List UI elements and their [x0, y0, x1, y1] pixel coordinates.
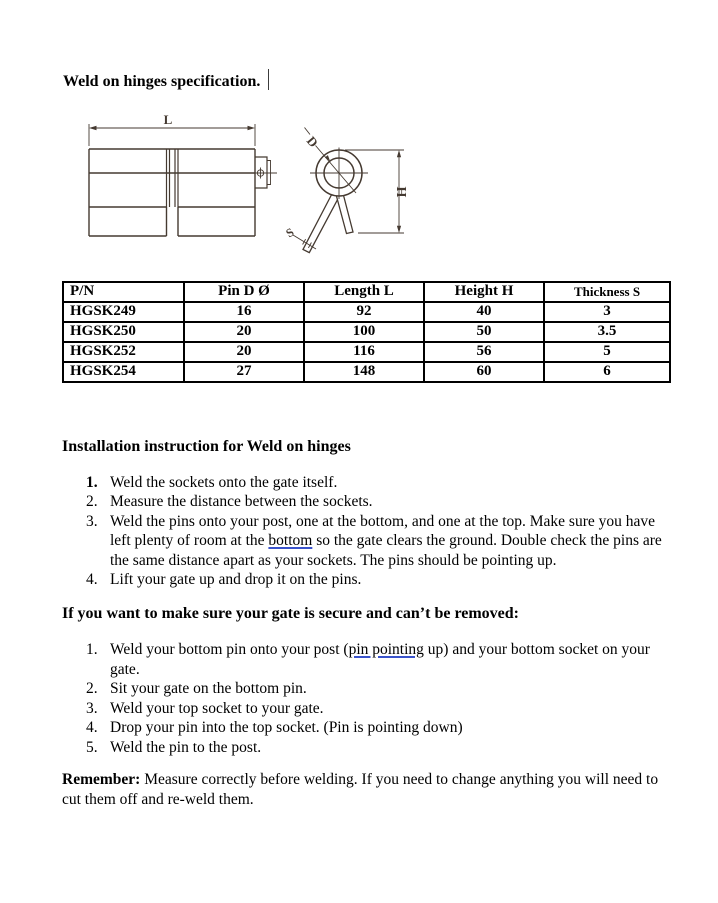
dim-label-L: L [163, 112, 173, 127]
list-marker: 1. [86, 641, 98, 658]
list-marker: 3. [86, 699, 98, 717]
spec-cell[interactable]: HGSK250 [63, 322, 184, 342]
step-text-post: up) and your bottom socket on your gate. [110, 641, 650, 678]
spec-cell[interactable]: 5 [544, 342, 670, 362]
list-item[interactable] [62, 492, 670, 512]
spec-cell[interactable]: 92 [304, 302, 424, 322]
spec-cell[interactable]: 3 [544, 302, 670, 322]
grammar-underlined-text: bottom [268, 532, 313, 549]
spec-cell[interactable]: 27 [184, 362, 304, 382]
list-item[interactable] [62, 679, 670, 699]
dim-label-H: H [393, 186, 408, 198]
table-row [63, 302, 670, 322]
spec-cell[interactable]: 40 [424, 302, 544, 322]
spec-header-pin-d[interactable]: Pin D Ø [184, 282, 304, 302]
list-marker: 1. [86, 473, 98, 491]
remember-label: Remember: [62, 771, 141, 788]
list-marker: 2. [86, 680, 98, 697]
spec-cell[interactable]: 148 [304, 362, 424, 382]
dim-label-D: D [303, 133, 322, 151]
spec-header-pn[interactable]: P/N [63, 282, 184, 302]
step-text: Measure the distance between the sockets. [110, 493, 373, 510]
list-item[interactable] [62, 738, 670, 758]
spec-header-length[interactable]: Length L [304, 282, 424, 302]
spec-cell[interactable]: HGSK252 [63, 342, 184, 362]
step-text [110, 640, 670, 679]
install-heading[interactable]: Installation instruction for Weld on hinges [62, 438, 351, 455]
secure-heading[interactable]: If you want to make sure your gate is secure and can’t be removed: [62, 604, 520, 622]
spec-cell[interactable]: HGSK249 [63, 302, 184, 322]
step-text: Weld the sockets onto the gate itself. [110, 473, 338, 491]
loop-left-leg [303, 189, 341, 253]
spec-cell[interactable]: 6 [544, 362, 670, 382]
secure-steps-list [62, 640, 670, 757]
remember-text: Measure correctly before welding. If you need to change anything you will need to cut them off and re-weld them. [62, 771, 659, 808]
dim-label-S: S [283, 224, 297, 241]
step-text-pre: Weld the pins onto your post, one at the bottom, and one at the top. Make sure you have left plenty of room at the [110, 512, 656, 549]
spec-cell[interactable]: HGSK254 [63, 362, 184, 382]
step-text: Lift your gate up and drop it on the pins. [110, 571, 362, 588]
list-item[interactable] [62, 570, 670, 590]
spec-cell[interactable]: 20 [184, 322, 304, 342]
grammar-underlined-text: pin pointing [348, 641, 424, 658]
list-marker: 5. [86, 738, 98, 756]
step-text: Weld your top socket to your gate. [110, 699, 324, 717]
spec-cell[interactable]: 3.5 [544, 322, 670, 342]
spec-cell[interactable]: 16 [184, 302, 304, 322]
step-text-post: so the gate clears the ground. Double check the pins are the same distance apart as your sockets. The pins should be pointing up. [110, 532, 662, 569]
step-text: Weld the pin to the post. [110, 738, 262, 756]
spec-cell[interactable]: 116 [304, 342, 424, 362]
socket-side-view-drawing [89, 112, 277, 236]
technical-drawings[interactable] [60, 103, 430, 263]
pin-loop-drawing [283, 128, 408, 253]
list-item[interactable] [62, 640, 670, 679]
step-text [110, 512, 670, 571]
spec-header-height[interactable]: Height H [424, 282, 544, 302]
install-steps-list [62, 473, 670, 590]
list-marker: 3. [86, 512, 98, 530]
spec-cell[interactable]: 100 [304, 322, 424, 342]
page-title[interactable] [63, 69, 269, 91]
spec-cell[interactable]: 20 [184, 342, 304, 362]
table-row [63, 342, 670, 362]
list-marker: 4. [86, 571, 98, 588]
specification-table [62, 281, 671, 383]
list-item[interactable] [62, 718, 670, 738]
page-title-text: Weld on hinges specification. [63, 73, 261, 90]
spec-cell[interactable]: 50 [424, 322, 544, 342]
list-item[interactable] [62, 512, 670, 571]
text-cursor-caret [268, 69, 269, 90]
list-marker: 2. [86, 493, 98, 510]
spec-header-row [63, 282, 670, 302]
list-item[interactable] [62, 473, 670, 493]
list-marker: 4. [86, 719, 98, 736]
remember-paragraph[interactable] [62, 770, 670, 809]
spec-header-thickness[interactable]: Thickness S [544, 282, 670, 302]
list-item[interactable] [62, 699, 670, 719]
step-text: Sit your gate on the bottom pin. [110, 680, 307, 697]
table-row [63, 322, 670, 342]
spec-cell[interactable]: 60 [424, 362, 544, 382]
instructions-section [62, 437, 670, 825]
spec-cell[interactable]: 56 [424, 342, 544, 362]
table-row [63, 362, 670, 382]
step-text: Drop your pin into the top socket. (Pin is pointing down) [110, 719, 463, 736]
step-text-pre: Weld your bottom pin onto your post ( [110, 641, 349, 658]
